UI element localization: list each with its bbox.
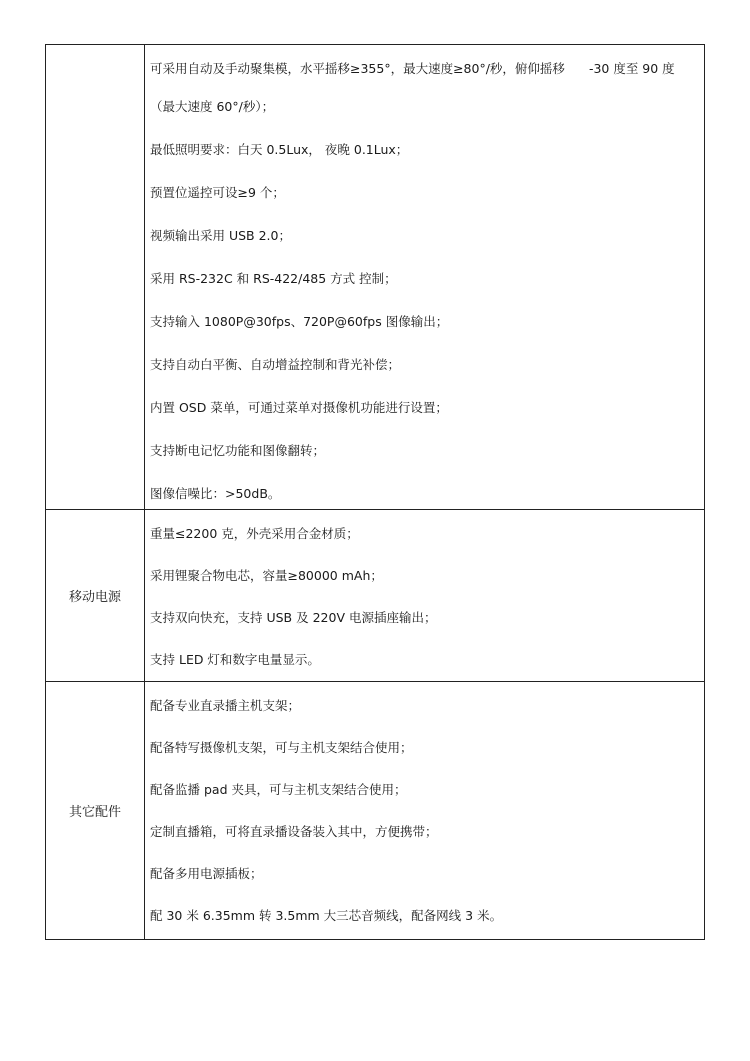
spec-item: 采用 RS-232C 和 RS-422/485 方式 控制； xyxy=(150,271,397,286)
table-row-camera xyxy=(46,45,705,510)
tilt-range-text: -30 度至 90 度 xyxy=(588,61,675,76)
spec-item: 内置 OSD 菜单，可通过菜单对摄像机功能进行设置； xyxy=(150,400,448,415)
table-row-power xyxy=(46,510,705,682)
spec-item: 配备监播 pad 夹具，可与主机支架结合使用； xyxy=(150,782,407,797)
spec-cell-accessories xyxy=(145,682,705,940)
spec-item: 支持双向快充，支持 USB 及 220V 电源插座输出； xyxy=(150,610,437,625)
spec-table xyxy=(45,44,705,940)
spec-item: 预置位遥控可设≥9 个； xyxy=(150,185,285,200)
spec-item: 配 30 米 6.35mm 转 3.5mm 大三芯音频线，配备网线 3 米。 xyxy=(150,908,503,923)
tilt-speed-text: （最大速度 60°/秒）； xyxy=(150,99,275,114)
spec-item: 配备特写摄像机支架，可与主机支架结合使用； xyxy=(150,740,413,755)
spec-item: 采用锂聚合物电芯，容量≥80000 mAh； xyxy=(150,568,383,583)
spec-cell-power xyxy=(145,510,705,682)
spec-item: 支持自动白平衡、自动增益控制和背光补偿； xyxy=(150,357,401,372)
row-label-camera xyxy=(46,45,145,510)
spec-item-pan-tilt xyxy=(145,45,704,116)
spec-item: 图像信噪比：>50dB。 xyxy=(150,486,281,501)
pan-tilt-text: 可采用自动及手动聚集模，水平摇移≥355°，最大速度≥80°/秒，俯仰摇移 xyxy=(150,61,565,76)
spec-item: 定制直播箱，可将直录播设备装入其中，方便携带； xyxy=(150,824,438,839)
spec-item: 支持断电记忆功能和图像翻转； xyxy=(150,443,326,458)
spec-item: 配备专业直录播主机支架； xyxy=(150,698,301,713)
spec-item: 视频输出采用 USB 2.0； xyxy=(150,228,291,243)
spec-item: 重量≤2200 克，外壳采用合金材质； xyxy=(150,526,359,541)
table-row-accessories xyxy=(46,682,705,940)
spec-item: 支持输入 1080P@30fps、720P@60fps 图像输出； xyxy=(150,314,449,329)
spec-item: 配备多用电源插板； xyxy=(150,866,263,881)
spec-item: 支持 LED 灯和数字电量显示。 xyxy=(150,652,320,667)
spec-cell-camera xyxy=(145,45,705,510)
spec-item: 最低照明要求：白天 0.5Lux， 夜晚 0.1Lux； xyxy=(150,142,409,157)
row-label-power: 移动电源 xyxy=(46,510,145,682)
row-label-accessories: 其它配件 xyxy=(46,682,145,940)
